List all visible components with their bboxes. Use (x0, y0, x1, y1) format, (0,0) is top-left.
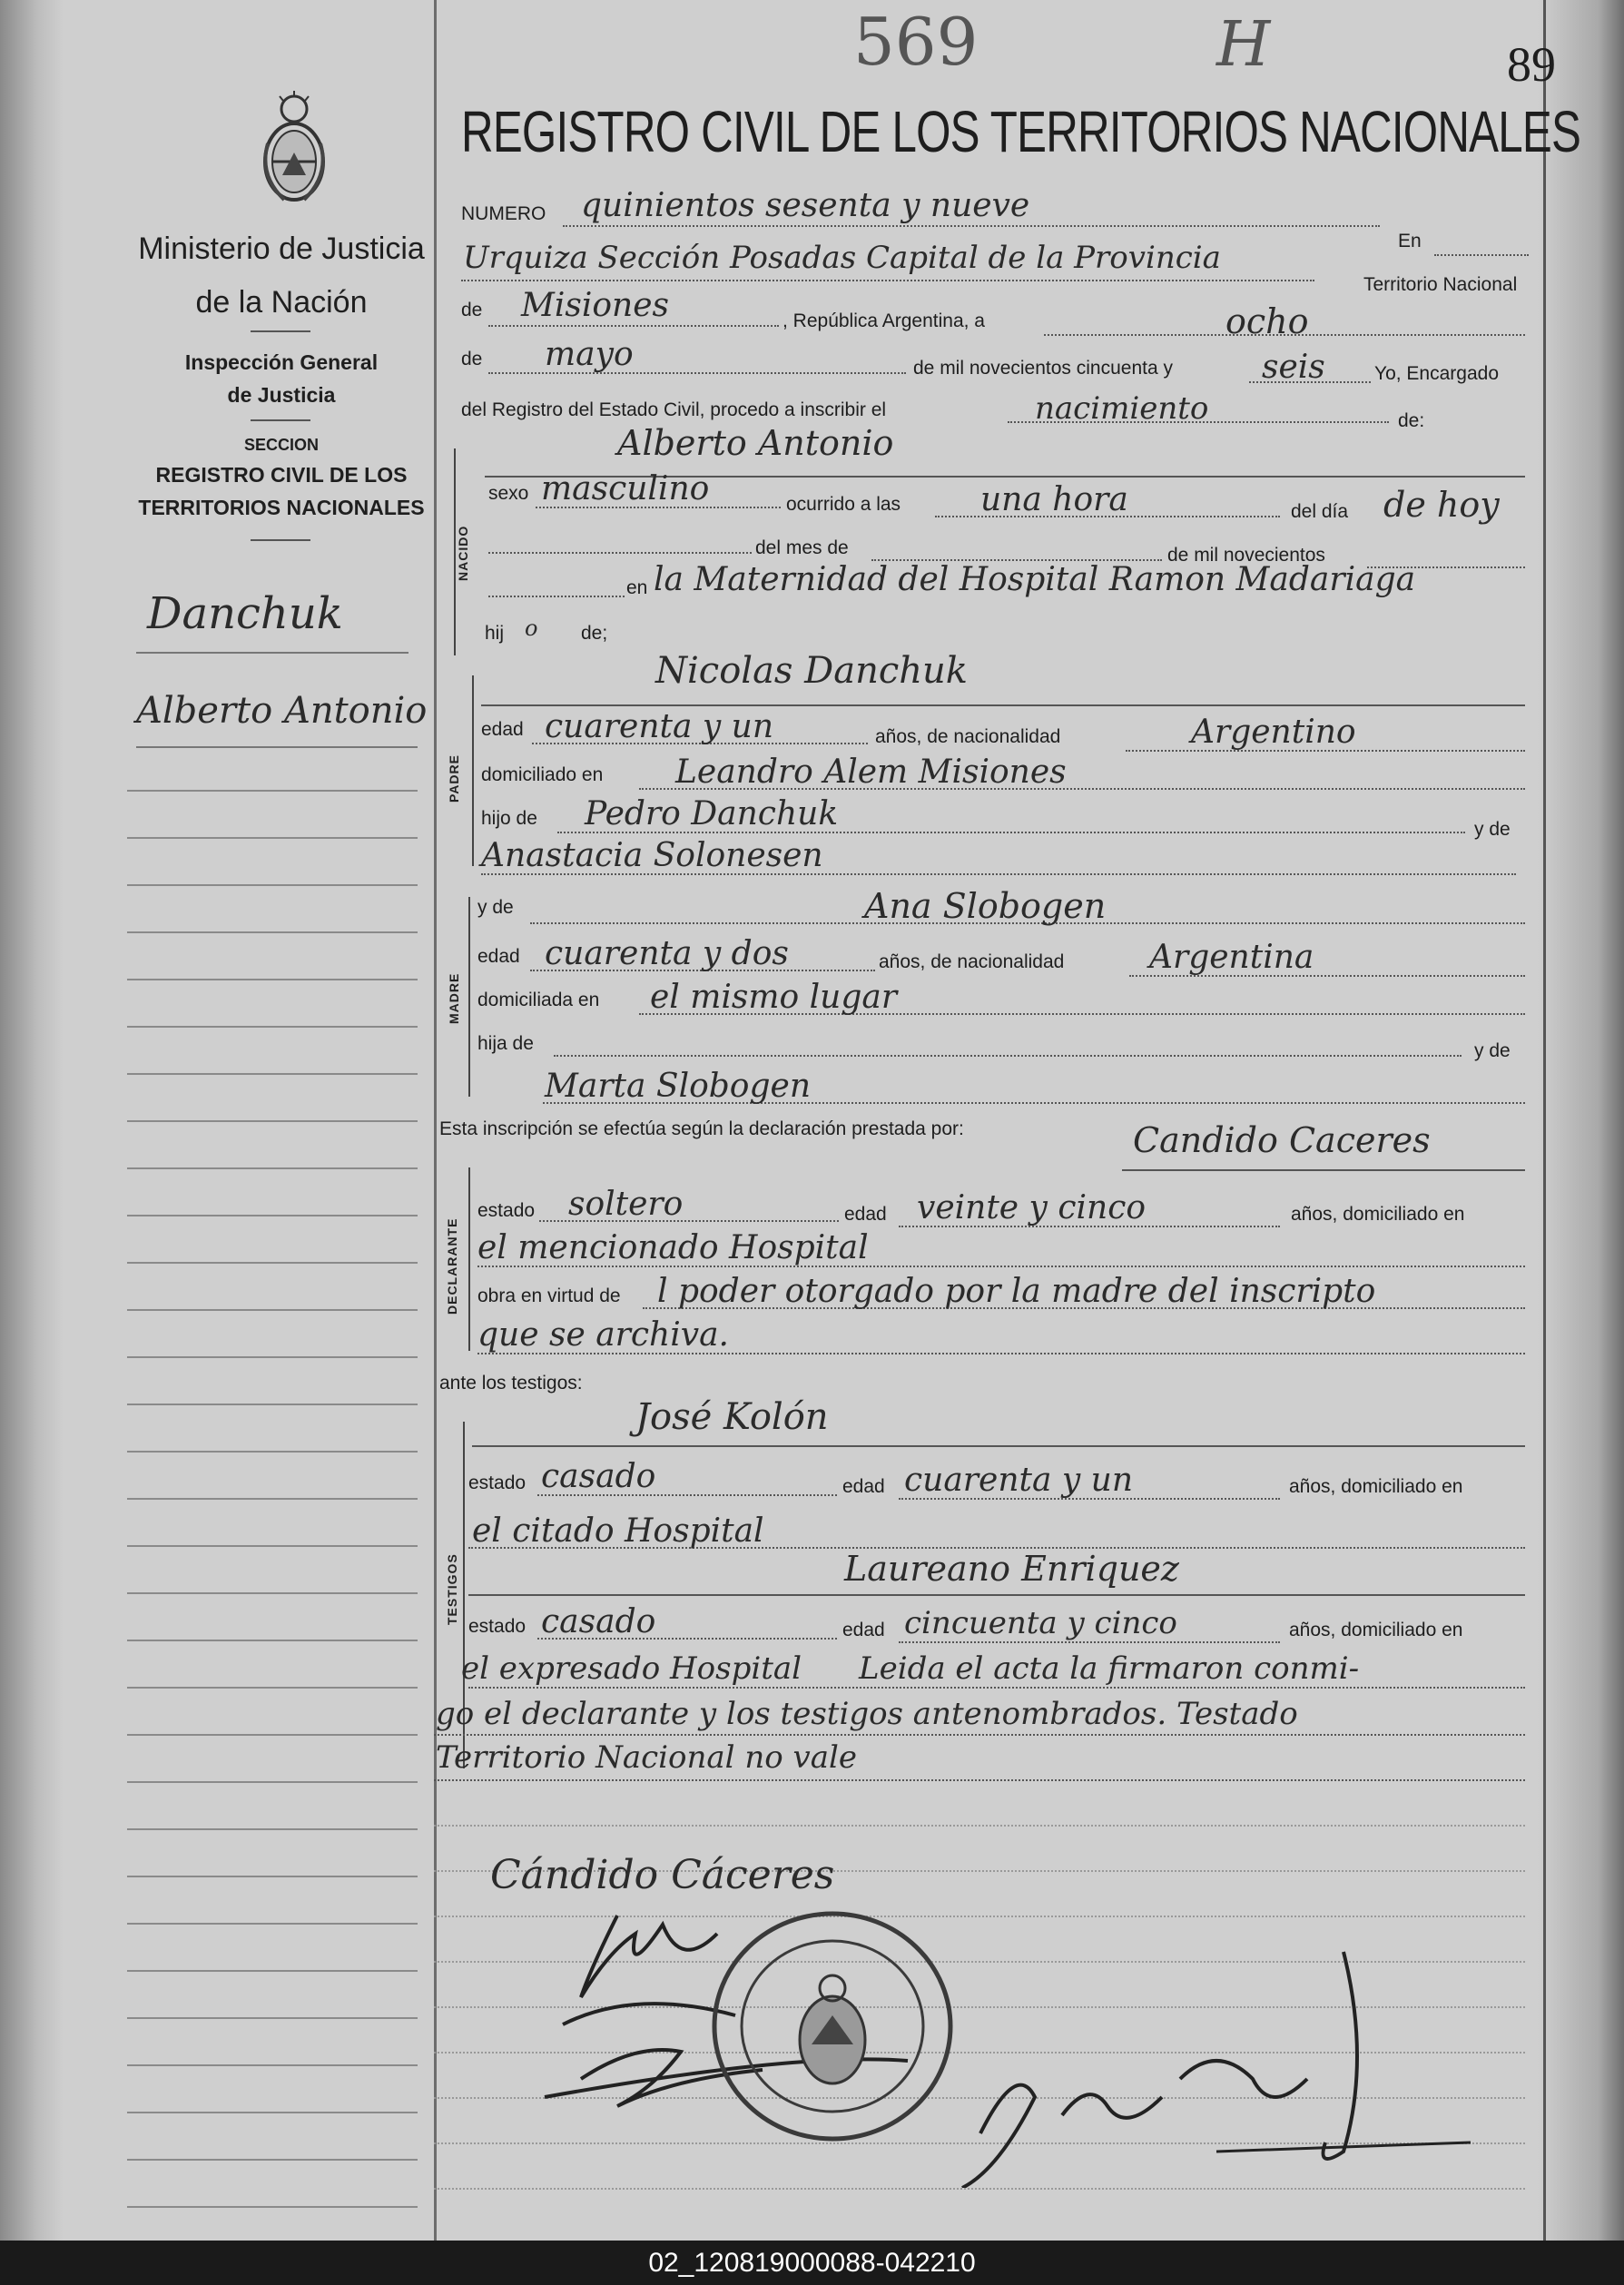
declarant-edad-label: edad (844, 1204, 887, 1225)
margin-rule (127, 979, 418, 980)
page-number: 89 (1507, 37, 1556, 92)
father-nat: Argentino (1191, 714, 1356, 751)
nacido-tag: NACIDO (456, 525, 470, 581)
closing-line-1 (468, 1687, 1525, 1689)
w2-edad-label: edad (842, 1620, 885, 1640)
margin-rule (127, 1545, 418, 1547)
declarant-anos-label: años, domiciliado en (1291, 1204, 1465, 1225)
father-yde-label: y de (1474, 819, 1511, 840)
testigos-tag: TESTIGOS (445, 1553, 459, 1625)
margin-rule (127, 1923, 418, 1925)
declarant-name-line (1122, 1169, 1525, 1171)
mother-dom-label: domiciliada en (477, 990, 600, 1010)
signatures-drawing (527, 1897, 1525, 2188)
archive-number: 569 (853, 4, 979, 80)
divider-line (251, 419, 310, 421)
margin-rule (127, 1781, 418, 1783)
w2-age: cincuenta y cinco (904, 1605, 1177, 1641)
margin-rule (127, 1026, 418, 1028)
w1-dom: el citado Hospital (472, 1512, 764, 1550)
hijo-suffix: o (525, 616, 538, 641)
ministry-line2: de la Nación (195, 285, 368, 320)
father-edad-label: edad (481, 719, 524, 740)
margin-rule (127, 1073, 418, 1075)
body-rule (434, 1825, 1525, 1827)
margin-surname: Danchuk (147, 588, 343, 639)
mother-nat: Argentina (1149, 939, 1314, 976)
mother-dom: el mismo lugar (650, 979, 898, 1016)
declarant-age: veinte y cinco (917, 1189, 1147, 1226)
column-divider (434, 0, 437, 2241)
closing-line-3 (434, 1779, 1525, 1781)
w1-estado: casado (541, 1458, 656, 1495)
document-title: REGISTRO CIVIL DE LOS TERRITORIOS NACIONALES (461, 99, 1581, 164)
numero-value: quinientos sesenta y nueve (581, 187, 1030, 224)
de4-label: de; (581, 623, 608, 644)
testigos-label: ante los testigos: (439, 1373, 583, 1394)
year-label: de mil novecientos cincuenta y (913, 358, 1173, 379)
numero-line (563, 225, 1380, 227)
margin-rule (127, 1356, 418, 1358)
mother-hija-label: hija de (477, 1033, 534, 1054)
mother-mother-line-1 (554, 1055, 1462, 1057)
declarant-estado: soltero (568, 1186, 684, 1223)
sexo-label: sexo (488, 483, 529, 504)
encargado-label: Yo, Encargado (1374, 363, 1500, 384)
madre-tag: MADRE (447, 972, 461, 1024)
coat-of-arms-icon (257, 89, 331, 207)
section-line1: REGISTRO CIVIL DE LOS (155, 463, 408, 487)
madre-brace (468, 897, 470, 1097)
margin-rule (127, 1451, 418, 1453)
hijo-label: hij (485, 623, 505, 644)
inspection-line1: Inspección General (184, 350, 379, 374)
place-value: Urquiza Sección Posadas Capital de la Provincia (463, 240, 1221, 276)
blank-line (488, 552, 752, 554)
section-line2: TERRITORIOS NACIONALES (138, 496, 425, 519)
witness2-name-line (468, 1594, 1525, 1596)
archive-letter: H (1216, 9, 1271, 81)
margin-rule (127, 1828, 418, 1830)
father-name: Nicolas Danchuk (655, 650, 969, 692)
de3-label: de: (1398, 410, 1425, 431)
obra-value: l poder otorgado por la madre del inscripto (657, 1273, 1376, 1310)
margin-rule (127, 2064, 418, 2066)
mother-name: Ana Slobogen (864, 886, 1107, 926)
margin-rule (127, 1498, 418, 1500)
declarante-tag: DECLARANTE (445, 1217, 459, 1315)
father-anos-label: años, de nacionalidad (875, 726, 1061, 747)
margin-rule (127, 1876, 418, 1877)
section-label: SECCION (243, 436, 319, 454)
declarante-brace (468, 1167, 470, 1351)
ocurrido-label: ocurrido a las (786, 494, 901, 515)
blank-line (488, 596, 625, 597)
father-age: cuarenta y un (545, 708, 774, 745)
margin-rule (127, 1167, 418, 1169)
margin-rule (127, 1734, 418, 1736)
mother-yde-label: y de (477, 897, 514, 918)
padre-brace (472, 675, 474, 866)
en-line (1434, 254, 1529, 256)
margin-rule (127, 1687, 418, 1689)
right-margin-rule (1543, 0, 1546, 2241)
registro-label: del Registro del Estado Civil, procedo a inscribir el (461, 399, 887, 420)
en2-label: en (626, 577, 648, 598)
obra-label: obra en virtud de (477, 1285, 621, 1306)
lugar-value: la Maternidad del Hospital Ramon Madariaga (654, 561, 1416, 598)
w1-age: cuarenta y un (904, 1462, 1134, 1499)
inspection-line2: de Justicia (227, 383, 336, 407)
margin-rule (127, 1215, 418, 1216)
numero-label: NUMERO (461, 203, 546, 224)
place-line (461, 280, 1314, 281)
obra-value-2: que se archiva. (477, 1316, 729, 1354)
margin-rule (127, 790, 418, 792)
margin-rule (127, 837, 418, 839)
sexo-value: masculino (541, 470, 710, 507)
w1-edad-label: edad (842, 1476, 885, 1497)
year-value: seis (1262, 349, 1325, 386)
mil-label: de mil novecientos (1167, 545, 1325, 566)
ministry-line1: Ministerio de Justicia (138, 231, 425, 266)
territory-value: Misiones (521, 287, 670, 324)
closing-text-1: Leida el acta la firmaron conmi- (859, 1650, 1360, 1687)
closing-text-3: Territorio Nacional no vale (436, 1739, 857, 1776)
margin-rule (127, 931, 418, 933)
margin-rule (127, 1120, 418, 1122)
w1-estado-label: estado (468, 1472, 527, 1493)
child-name: Alberto Antonio (617, 423, 894, 463)
mother-anos-label: años, de nacionalidad (879, 951, 1065, 972)
de2-label: de (461, 349, 483, 369)
divider-line (251, 330, 310, 332)
w2-anos-label: años, domiciliado en (1289, 1620, 1463, 1640)
margin-rule (127, 1262, 418, 1264)
day-value: ocho (1225, 301, 1309, 341)
act-value: nacimiento (1035, 390, 1209, 427)
republica-label: , República Argentina, a (782, 310, 985, 331)
mes-label: del mes de (755, 537, 849, 558)
margin-rule (127, 1640, 418, 1641)
hora-value: una hora (980, 481, 1128, 518)
w1-anos-label: años, domiciliado en (1289, 1476, 1463, 1497)
de-label: de (461, 300, 483, 320)
official-seal-icon (710, 1908, 955, 2144)
page-edge (1538, 0, 1624, 2241)
month-value: mayo (545, 336, 634, 373)
mother-age: cuarenta y dos (545, 935, 789, 972)
margin-rule (127, 884, 418, 886)
father-name-line (481, 704, 1525, 706)
w2-dom: el expresado Hospital (461, 1650, 802, 1687)
territory-line (488, 325, 779, 327)
witness2-name: Laureano Enriquez (844, 1549, 1179, 1589)
declarant-estado-label: estado (477, 1200, 536, 1221)
w2-estado: casado (541, 1603, 656, 1640)
en-label: En (1398, 231, 1422, 251)
divider-line (251, 539, 310, 541)
margin-rule (127, 2112, 418, 2113)
binding-edge (0, 0, 64, 2241)
father-father: Pedro Danchuk (585, 795, 839, 832)
margin-rule (127, 1404, 418, 1405)
margin-rule (136, 652, 408, 654)
mother-mother: Marta Slobogen (545, 1068, 812, 1105)
margin-given-name: Alberto Antonio (136, 690, 428, 732)
father-dom-label: domiciliado en (481, 764, 604, 785)
w2-estado-label: estado (468, 1616, 527, 1637)
territorio-label: Territorio Nacional (1363, 274, 1518, 295)
mother-edad-label: edad (477, 946, 520, 967)
margin-rule (136, 746, 418, 748)
closing-text-2: go el declarante y los testigos antenombrados. Testado (436, 1696, 1298, 1732)
declaracion-label: Esta inscripción se efectúa según la declaración prestada por: (439, 1118, 964, 1139)
signature-declarant: Cándido Cáceres (490, 1852, 835, 1898)
declarant-dom: el mencionado Hospital (477, 1229, 869, 1266)
father-dom: Leandro Alem Misiones (675, 753, 1067, 791)
declarant-name: Candido Caceres (1133, 1120, 1431, 1160)
margin-rule (127, 2159, 418, 2161)
padre-tag: PADRE (447, 754, 461, 803)
w2-age-line (899, 1641, 1280, 1643)
witness1-name-line (472, 1445, 1525, 1447)
margin-rule (127, 1592, 418, 1594)
margin-rule (127, 2206, 418, 2208)
margin-rule (127, 1309, 418, 1311)
body-rule (434, 2188, 1525, 2190)
witness1-name: José Kolón (635, 1396, 829, 1438)
dia-value: de hoy (1383, 485, 1500, 525)
margin-rule (127, 2017, 418, 2019)
scan-footer: 02_120819000088-042210 (0, 2241, 1624, 2285)
del-dia-label: del día (1291, 501, 1349, 522)
margin-rule (127, 1970, 418, 1972)
father-mother: Anastacia Solonesen (481, 837, 823, 874)
mother-yde2-label: y de (1474, 1040, 1511, 1061)
closing-line-2 (434, 1734, 1525, 1736)
father-hijo-label: hijo de (481, 808, 537, 829)
